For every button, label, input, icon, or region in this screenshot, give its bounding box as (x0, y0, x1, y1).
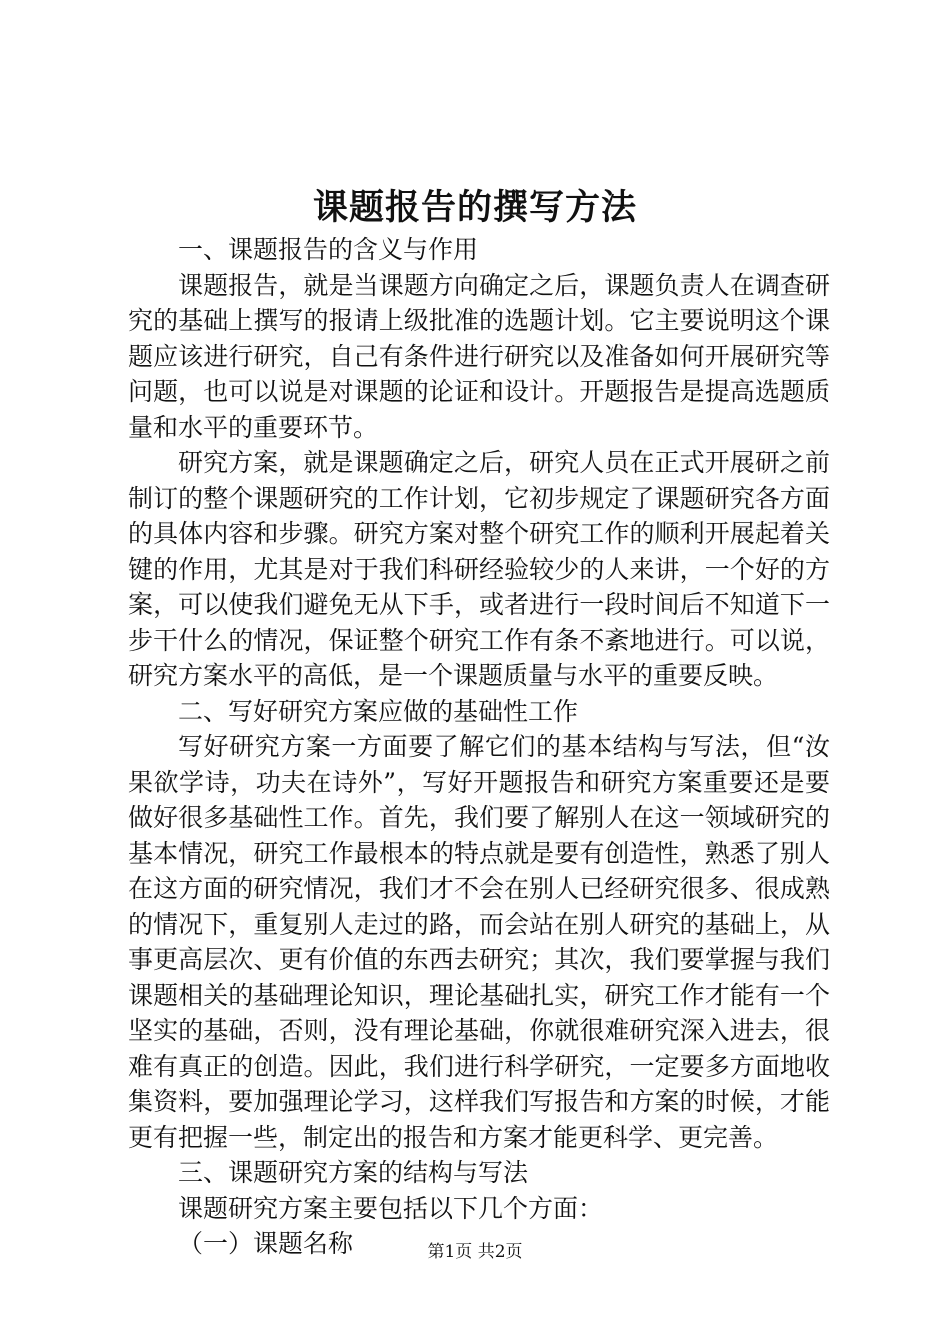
section-heading-1: 一、课题报告的含义与作用 (178, 235, 479, 264)
section-heading-2: 二、写好研究方案应做的基础性工作 (178, 696, 579, 726)
section-heading-3: 三、课题研究方案的结构与写法 (178, 1158, 529, 1187)
document-body (128, 232, 830, 1262)
paragraph: 写好研究方案一方面要了解它们的基本结构与写法，但“汝果欲学诗，功夫在诗外”，写好开题报告和研究方案重要还是要做好很多基础性工作。首先，我们要了解别人在这一领域研究的基本情况，研究工作最根本的特点就是要有创造性，熟悉了别人在这方面的研究情况，我们才不会在别人已经研究很多、很成熟的情况下，重复别人走过的路，而会站在别人研究的基础上，从事更高层次、更有价值的东西去研究；其次，我们要掌握与我们课题相关的基础理论知识，理论基础扎实，研究工作才能有一个坚实的基础，否则，没有理论基础，你就很难研究深入进去，很难有真正的创造。因此，我们进行科学研究，一定要多方面地收集资料，要加强理论学习，这样我们写报告和方案的时候，才能更有把握一些，制定出的报告和方案才能更科学、更完善。 (128, 732, 830, 1152)
subsection-heading: （一）课题名称 (178, 1229, 354, 1258)
document-title: 课题报告的撰写方法 (312, 187, 637, 228)
paragraph: 课题研究方案主要包括以下几个方面： (178, 1193, 604, 1223)
page-number: 第1页 共2页 (427, 1242, 523, 1262)
paragraph: 课题报告，就是当课题方向确定之后，课题负责人在调查研究的基础上撰写的报请上级批准的选题计划。它主要说明这个课题应该进行研究，自己有条件进行研究以及准备如何开展研究等问题，也可以说是对课题的论证和设计。开题报告是提高选题质量和水平的重要环节。 (128, 270, 830, 442)
paragraph: 研究方案，就是课题确定之后，研究人员在正式开展研之前制订的整个课题研究的工作计划，它初步规定了课题研究各方面的具体内容和步骤。研究方案对整个研究工作的顺利开展起着关键的作用，尤其是对于我们科研经验较少的人来讲，一个好的方案，可以使我们避免无从下手，或者进行一段时间后不知道下一步干什么的情况，保证整个研究工作有条不紊地进行。可以说，研究方案水平的高低，是一个课题质量与水平的重要反映。 (128, 448, 830, 690)
